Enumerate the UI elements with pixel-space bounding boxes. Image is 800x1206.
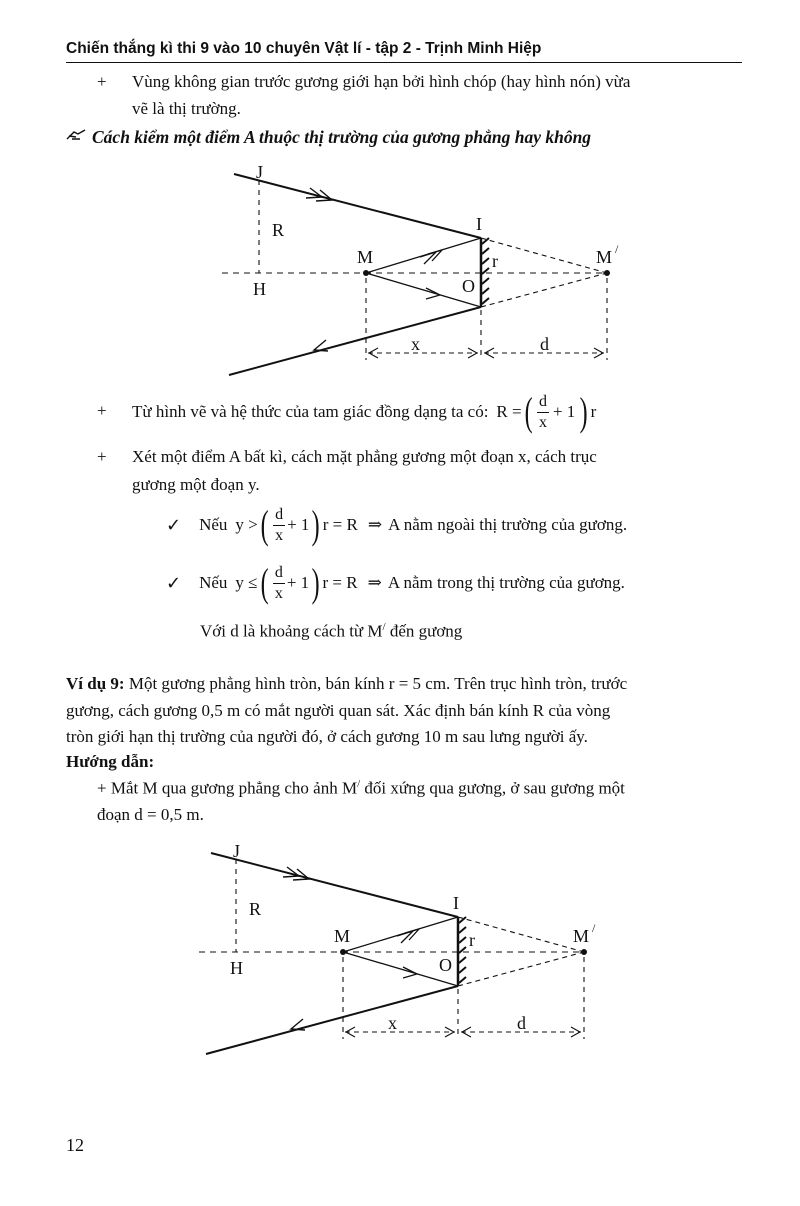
c2-num: d [273, 565, 285, 584]
f1-paren-open: ( [524, 389, 533, 434]
example-text-1: Một gương phẳng hình tròn, bán kính r = 5 cm. Trên trục hình tròn, trước [128, 674, 628, 693]
label-r-small: r [492, 251, 498, 271]
c1-den: x [275, 526, 284, 544]
c1-num: d [273, 507, 285, 526]
c2-le: ≤ [248, 573, 258, 592]
f1-plus1: + 1 [552, 402, 576, 421]
d2-label-prime: / [592, 921, 596, 935]
c1-plus1: + 1 [287, 515, 310, 534]
d2-label-m-prime: M [573, 926, 590, 946]
note-prime: / [382, 621, 386, 633]
c1-text: A nằm ngoài thị trường của gương. [388, 515, 628, 534]
f1-den: x [538, 413, 547, 431]
guide-text-1: + Mắt M qua gương phẳng cho ảnh M [97, 778, 358, 798]
label-h: H [253, 279, 266, 299]
example-line-2: gương, cách gương 0,5 m có mắt người quan sát. Xác định bán kính R của vòng [66, 701, 611, 720]
running-header: Chiến thắng kì thi 9 vào 10 chuyên Vật lí - tập 2 - Trịnh Minh Hiệp [66, 40, 542, 57]
section-title: Cách kiểm một điểm A thuộc thị trường của gương phẳng hay không [92, 127, 592, 147]
example-line-3: tròn giới hạn thị trường của người đó, ở cách gương 10 m sau lưng người ấy. [66, 727, 588, 746]
c1-paren-close: ) [312, 502, 321, 547]
label-prime: / [615, 242, 619, 256]
label-m: M [357, 247, 374, 267]
f1-eq: = [512, 402, 522, 421]
c2-implies: ⇒ [367, 573, 382, 592]
c2-y: y [235, 573, 244, 592]
c1-y: y [235, 515, 244, 534]
c2-plus1: + 1 [286, 573, 310, 592]
point2-bullet: + [97, 447, 107, 466]
d2-label-d: d [517, 1013, 526, 1033]
c1-gt: > [248, 515, 258, 534]
label-d: d [540, 334, 549, 354]
d2-label-x: x [388, 1013, 397, 1033]
guide-prime: / [357, 778, 361, 790]
label-m-prime: M [596, 247, 613, 267]
note-end: đến gương [389, 621, 463, 641]
guide-line-2: đoạn d = 0,5 m. [97, 805, 204, 824]
example-label: Ví dụ 9: [66, 674, 125, 693]
f1-paren-close: ) [579, 389, 588, 434]
d2-label-o: O [439, 955, 452, 975]
d2-label-r-big: R [249, 899, 262, 919]
intro-bullet: + [97, 72, 107, 91]
d2-label-r-small: r [469, 930, 475, 950]
f1-r: r [590, 402, 597, 421]
c2-req: r = R [322, 573, 358, 592]
point1-text: Từ hình vẽ và hệ thức của tam giác đồng dạng ta có: [132, 402, 489, 421]
c2-paren-close: ) [311, 560, 320, 605]
c1-implies: ⇒ [367, 515, 383, 534]
point1-bullet: + [97, 401, 107, 420]
label-o: O [462, 276, 475, 296]
note-text: Với d là khoảng cách từ M [200, 621, 383, 641]
label-j: J [256, 162, 264, 182]
check-icon: ✓ [166, 514, 182, 536]
check-icon: ✓ [166, 572, 182, 594]
label-r-big: R [272, 220, 285, 240]
label-i: I [476, 214, 482, 234]
d2-label-m: M [334, 926, 351, 946]
c1-paren-open: ( [260, 502, 269, 547]
intro-line-2: vẽ là thị trường. [132, 99, 241, 118]
c2-paren-open: ( [260, 560, 269, 605]
d2-label-j: J [233, 841, 241, 861]
point2-line-2: gương một đoạn y. [132, 475, 260, 494]
c2-neu: Nếu [199, 573, 228, 592]
point2-line-1: Xét một điểm A bất kì, cách mặt phẳng gương một đoạn x, cách trục [132, 447, 597, 466]
f1-R: R [496, 402, 508, 421]
page-number: 12 [66, 1135, 84, 1155]
c2-den: x [274, 584, 283, 602]
d2-label-i: I [453, 893, 459, 913]
guide-text-1b: đối xứng qua gương, ở sau gương một [364, 778, 625, 798]
c1-req: r = R [322, 515, 358, 534]
intro-line-1: Vùng không gian trước gương giới hạn bởi hình chóp (hay hình nón) vừa [132, 72, 631, 91]
guide-label: Hướng dẫn: [66, 752, 155, 771]
d2-label-h: H [230, 958, 243, 978]
label-x: x [411, 334, 420, 354]
c1-neu: Nếu [199, 515, 228, 534]
f1-num: d [537, 394, 549, 413]
c2-text: A nằm trong thị trường của gương. [387, 573, 625, 592]
